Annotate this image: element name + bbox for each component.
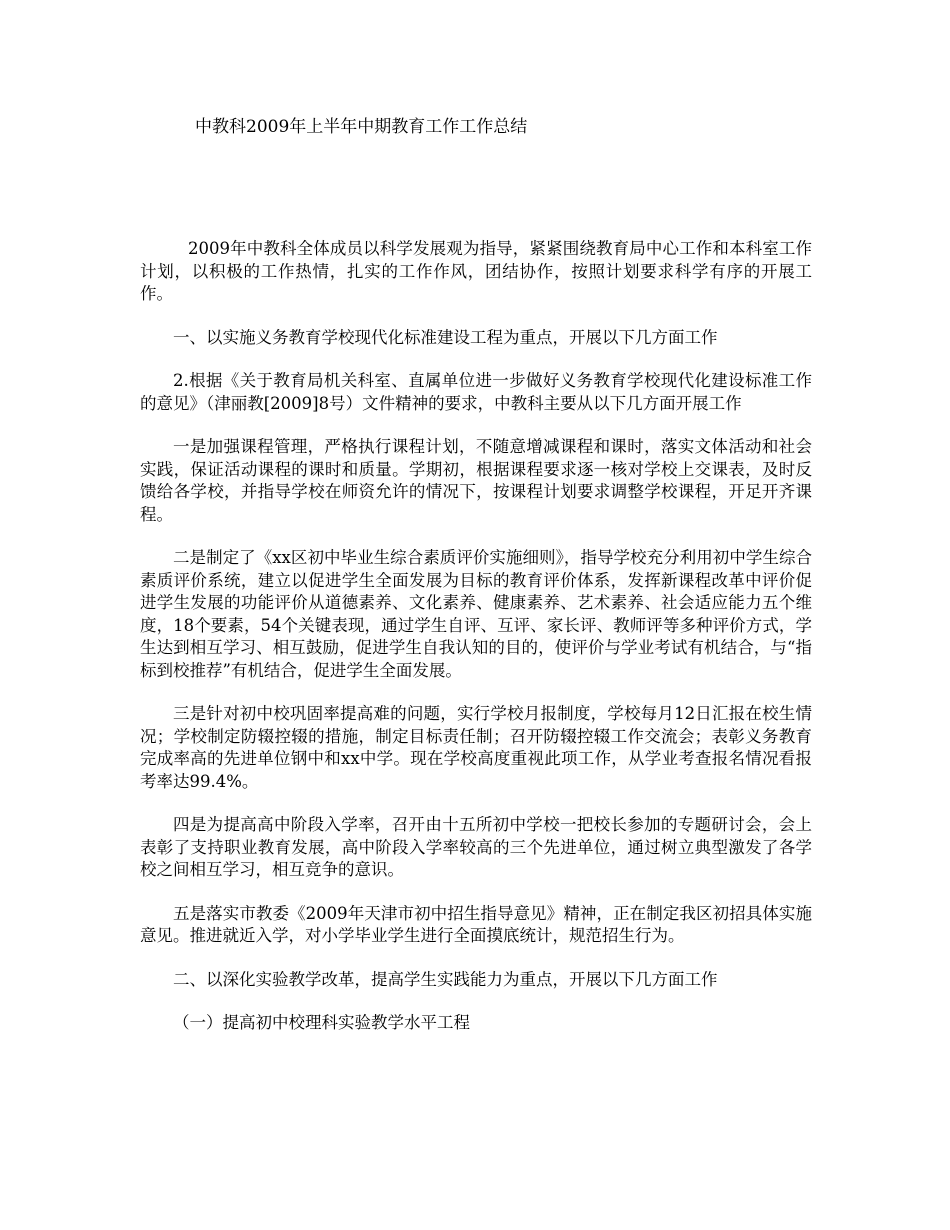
point-3-paragraph: 三是针对初中校巩固率提高难的问题，实行学校月报制度，学校每月12日汇报在校生情况；学校制定防辍控辍的措施，制定目标责任制；召开防辍控辍工作交流会；表彰义务教育完成率高的先进单位钢中和xx中学。现在学校高度重视此项工作，从学业考查报名情况看报考率达99.4%。 [140, 704, 812, 791]
subsection-1-heading: （一）提高初中校理科实验教学水平工程 [173, 1013, 470, 1032]
section-2-heading: 二、以深化实验教学改革，提高学生实践能力为重点，开展以下几方面工作 [173, 969, 718, 989]
section-1-heading: 一、以实施义务教育学校现代化标准建设工程为重点，开展以下几方面工作 [173, 327, 718, 347]
document-title: 中教科2009年上半年中期教育工作工作总结 [195, 117, 528, 137]
point-2-paragraph: 二是制定了《xx区初中毕业生综合素质评价实施细则》，指导学校充分利用初中学生综合素质评价系统，建立以促进学生全面发展为目标的教育评价体系，发挥新课程改革中评价促进学生发展的功能评价从道德素养、文化素养、健康素养、艺术素养、社会适应能力五个维度，18个要素，54个关键表现，通过学生自评、互评、家长评、教师评等多种评价方式，学生达到相互学习、相互鼓励，促进学生自我认知的目的，使评价与学业考试有机结合，与“指标到校推荐”有机结合，促进学生全面发展。 [140, 548, 812, 680]
document-body [140, 238, 812, 1035]
point-1-paragraph: 一是加强课程管理，严格执行课程计划，不随意增减课程和课时，落实文体活动和社会实践，保证活动课程的课时和质量。学期初，根据课程要求逐一核对学校上交课表，及时反馈给各学校，并指导学校在师资允许的情况下，按课程计划要求调整学校课程，开足开齐课程。 [140, 437, 812, 524]
item-2-paragraph: 2.根据《关于教育局机关科室、直属单位进一步做好义务教育学校现代化建设标准工作的意见》（津丽教[2009]8号）文件精神的要求，中教科主要从以下几方面开展工作 [140, 371, 812, 413]
point-4-paragraph: 四是为提高高中阶段入学率，召开由十五所初中学校一把校长参加的专题研讨会，会上表彰了支持职业教育发展，高中阶段入学率较高的三个先进单位，通过树立典型激发了各学校之间相互学习，相互竞争的意识。 [140, 815, 812, 879]
intro-paragraph: 2009年中教科全体成员以科学发展观为指导，紧紧围绕教育局中心工作和本科室工作计划，以积极的工作热情，扎实的工作作风，团结协作，按照计划要求科学有序的开展工作。 [140, 239, 812, 303]
point-5-paragraph: 五是落实市教委《2009年天津市初中招生指导意见》精神，正在制定我区初招具体实施意见。推进就近入学，对小学毕业学生进行全面摸底统计，规范招生行为。 [140, 903, 812, 945]
